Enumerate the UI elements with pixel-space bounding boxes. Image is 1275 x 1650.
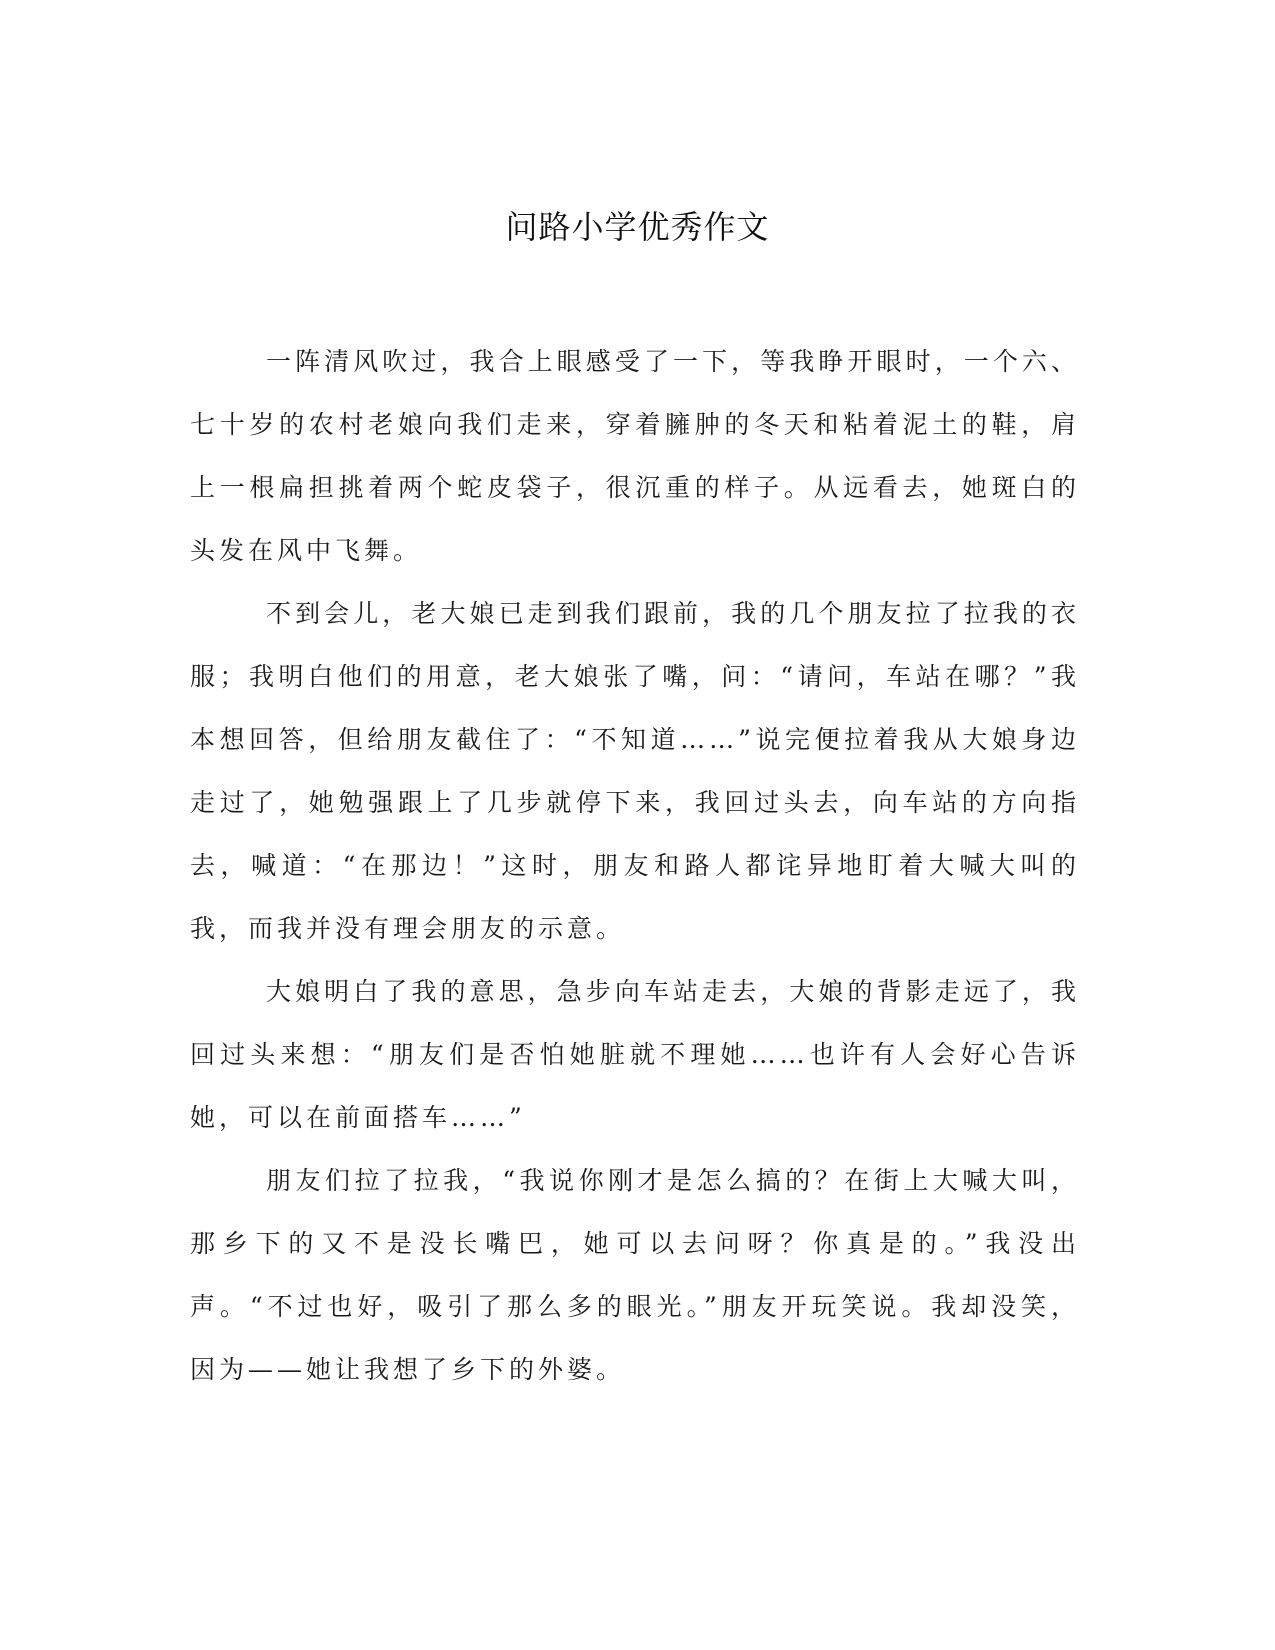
- paragraph-1: 一阵清风吹过，我合上眼感受了一下，等我睁开眼时，一个六、七十岁的农村老娘向我们走来，穿着臃肿的冬天和粘着泥土的鞋，肩上一根扁担挑着两个蛇皮袋子，很沉重的样子。从远看去，她斑白的头发在风中飞舞。: [190, 347, 1080, 565]
- page-title: 问路小学优秀作文: [505, 208, 770, 246]
- paragraph-3: 大娘明白了我的意思，急步向车站走去，大娘的背影走远了，我回过头来想：“朋友们是否怕她脏就不理她……也许有人会好心告诉她，可以在前面搭车……”: [190, 977, 1080, 1132]
- essay-body: [190, 330, 1080, 1401]
- paragraph-4: 朋友们拉了拉我，“我说你刚才是怎么搞的？在街上大喊大叫，那乡下的又不是没长嘴巴，她可以去问呀？你真是的。”我没出声。“不过也好，吸引了那么多的眼光。”朋友开玩笑说。我却没笑，因为——她让我想了乡下的外婆。: [190, 1166, 1080, 1384]
- paragraph-2: 不到会儿，老大娘已走到我们跟前，我的几个朋友拉了拉我的衣服；我明白他们的用意，老大娘张了嘴，问：“请问，车站在哪？”我本想回答，但给朋友截住了：“不知道……”说完便拉着我从大娘身边走过了，她勉强跟上了几步就停下来，我回过头去，向车站的方向指去，喊道：“在那边！”这时，朋友和路人都诧异地盯着大喊大叫的我，而我并没有理会朋友的示意。: [190, 599, 1080, 943]
